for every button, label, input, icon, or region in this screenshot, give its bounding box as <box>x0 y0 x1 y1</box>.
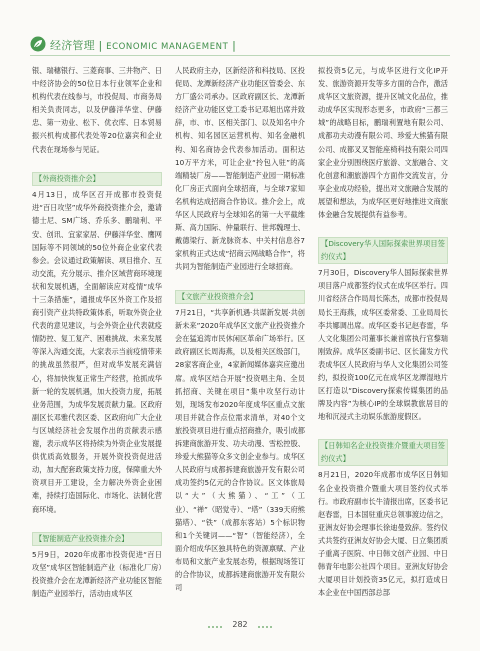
section-heading: 【Discovery华人国际探索世界项目签约仪式】 <box>318 237 448 264</box>
section-title-divider: | <box>98 39 103 52</box>
body-paragraph: 8月21日，2020年成都市成华区日韩知名企业投资推介暨重大项目签约仪式举行。市政府副市长牛清报出席，区委书记赵春雷，日本国驻重庆总领事渡边信之，亚洲友好协会理事长徐迪曼致辞。签约仪式共签约亚洲友好协会大厦、日立集团质子重离子医院、中日韩文创产业园、中日韩青年电影公社四个项目。亚洲友好协会大厦项目计划投资35亿元，拟打造成日本企业在中国西部总部 <box>318 470 448 598</box>
body-paragraph: 4月13日，成华区召开成都市投资促进“百日攻坚”成华外商投资推介会，邀请德士尼、SM广场、乔乐多、鹏瑞利、平安、创讯、宜家家居、伊藤洋华堂、鹰网国际等不同领域的50位外商企业家代表参会。会议通过政策解读、项目推介、互动交流，充分展示、推介区域营商环境现状和发展机遇，全面解读应对疫情“成华十三条措施”，通报成华区外资工作及招商引资产业共特政策体系，听取外资企业代表的意见建议，与会外资企业代表就疫情防控、复工复产、困难挑战、未来发展等深入沟通交流，大家表示当前疫情带来的挑战虽然很严，但对成华发展充满信心，将加快恢复正常生产经营，抢抓成华新一轮的发展机遇，加大投资力度，拓展业务范围，为成华发展贡献力量。区政府副区长邓雅代表区委、区政府向广大企业与区城经济社会发展作出的贡献表示感谢，表示成华区将持续为外资企业发展提供优质高效服务，开展外资投资促进活动，加大配套政策支持力度，保障重大外资项目开工建设，全力解决外资企业困难，持续打造国际化、市场化、法制化营商环境。 <box>32 190 162 514</box>
body-paragraph: 人民政府主办，区新经济和科技局、区投促局、龙潭新经济产业功能区管委会、东方厂盛公司承办。区政府副区长、龙潭新经济产业功能区党工委书记邓旭出席并致辞，市、市、区相关部门、以及知名中介机构、知名园区运营机构、知名金融机构、知名商协会代表参加活动。面积达10万平方米，可让企业“拎包入驻”的高端精装厂房——智能制造产业园一期标准化厂房正式面向全球招商，与全球7家知名机构达成招商合作协议。推介会上，成华区人民政府与全球知名的第一大平截维斯、高力国际、仲量联行、世邦魏理士、戴德梁行、新龙脉资本、中关村信息谷7家机构正式达成“招商云网战略合作”，将共同为智能制造产业园进行全球招商。 <box>175 66 305 272</box>
text-column-3 <box>318 64 448 599</box>
paragraph-gap <box>318 221 448 234</box>
section-title-cn: 经济管理 <box>50 39 95 52</box>
footer-dots-right <box>258 626 272 628</box>
leaf-logo-icon <box>30 36 46 52</box>
text-column-1 <box>32 64 162 601</box>
body-paragraph: 5月9日，2020年成都市投资促进“百日攻坚”成华区智能制造产业（标准化厂房）投资推介会在龙潭新经济产业功能区智能制造产业园举行，活动由成华区 <box>32 550 162 599</box>
paragraph-gap <box>32 516 162 529</box>
body-paragraph: 7月30日，Discovery华人国际探索世界项目落户成都签约仪式在成华区举行。四川省经济合作局局长陈杰，成都市投促局局长王海燕，成华区委常委、工业局局长李共娜调出席。成华区委书记赵春雷，华人文化集团公司董事长兼首席执行官黎瑞刚致辞。成华区委副书记、区长蒲发方代表成华区人民政府与华人文化集团公司签约，拟投资100亿元在成华区龙潭湿地片区打造以“Discovery探索传媒集团的品牌及内容”为核心IP的全球娱教旅居目的地和沉浸式主动娱乐旅游度假区。 <box>318 268 448 422</box>
body-paragraph: 7月21日，“共享新机遇·共谋新发展·共创新未来”2020年成华区文旅产业投资推介会在猛追湾市民休闲区革命广场举行。区政府副区长周海燕，以及相关区级部门，28家客商企业，4家新闻媒体嘉宾应邀出席。成华区结合开展“投资唱主角、全员抓招商、关键在项目”集中攻坚行动计划，现场发布2020年度成华区重点文旅项目并就合作点位需求清单，对40个文旅投资项目进行重点招商推介，吸引成都拆建商旅游开发、功夫动漫、雪松控股、珍爱大熊猫等众多文创企业参与。成华区人民政府与成都拆建商旅游开发有限公司成功签约5亿元的合作协议。区文体旅局以“大”（大熊猫）、“工”（工业）、“禅”（昭觉寺）、“塔”（339天府熊猫塔）、“铁”（成都东客站）5个标识物和1个关键词——“智”（智能经济），全面介绍成华区独具特色的资源禀赋、产业布局和文旅产业发展态势，根据现场签订的合作协议，成都拆建商旅游开发有限公司 <box>175 308 305 593</box>
section-title-suffix: | <box>232 39 237 52</box>
body-paragraph: 银、瑞穗银行、三菱商事、三井物产、日中经济协会的50位日本行业领军企业和机构代表在线参与，市投促局、市商务局相关负责同志，以及伊藤洋华堂、伊藤忠、第一劝业、松下、优衣库、日本贸易振兴机构成都代表处等20位嘉宾和企业代表在现场参与见证。 <box>32 66 162 154</box>
text-column-2 <box>175 64 305 594</box>
header-rule <box>30 55 450 56</box>
paragraph-gap <box>32 156 162 169</box>
section-heading: 【智能制造产业投资推介会】 <box>32 532 162 547</box>
page-footer <box>0 620 480 634</box>
section-title <box>50 37 236 53</box>
page-header <box>30 34 450 54</box>
paragraph-gap <box>318 423 448 436</box>
section-title-en: ECONOMIC MANAGEMENT <box>106 42 229 52</box>
section-heading: 【外商投资推介会】 <box>32 172 162 187</box>
body-paragraph: 拟投资5亿元，与成华区进行文化IP开发、旅游资源开发等多方面的合作，激活成华区文旅资源，提升区城文化品位，推动成华区实现形态更多，市政府“三都三城”的战略目标，鹏瑞利置地有限公司、成都功夫动漫有限公司、珍爱大熊猫有限公司、成都叉叉智能座椅科技有限公司四家企业分别围绕医疗旅游、文旅融合、文化创意和潮旅游四个方面作交流发言，分享企业成功经验，提出对文旅融合发展的展望和想法，为成华区更好地推进文商旅体金融合发展提供有益参考。 <box>318 66 448 220</box>
page-number: 282 <box>232 620 248 629</box>
paragraph-gap <box>175 274 305 287</box>
section-heading: 【文旅产业投资推介会】 <box>175 290 305 305</box>
section-heading: 【日韩知名企业投资推介暨重大项目签约仪式】 <box>318 439 448 466</box>
